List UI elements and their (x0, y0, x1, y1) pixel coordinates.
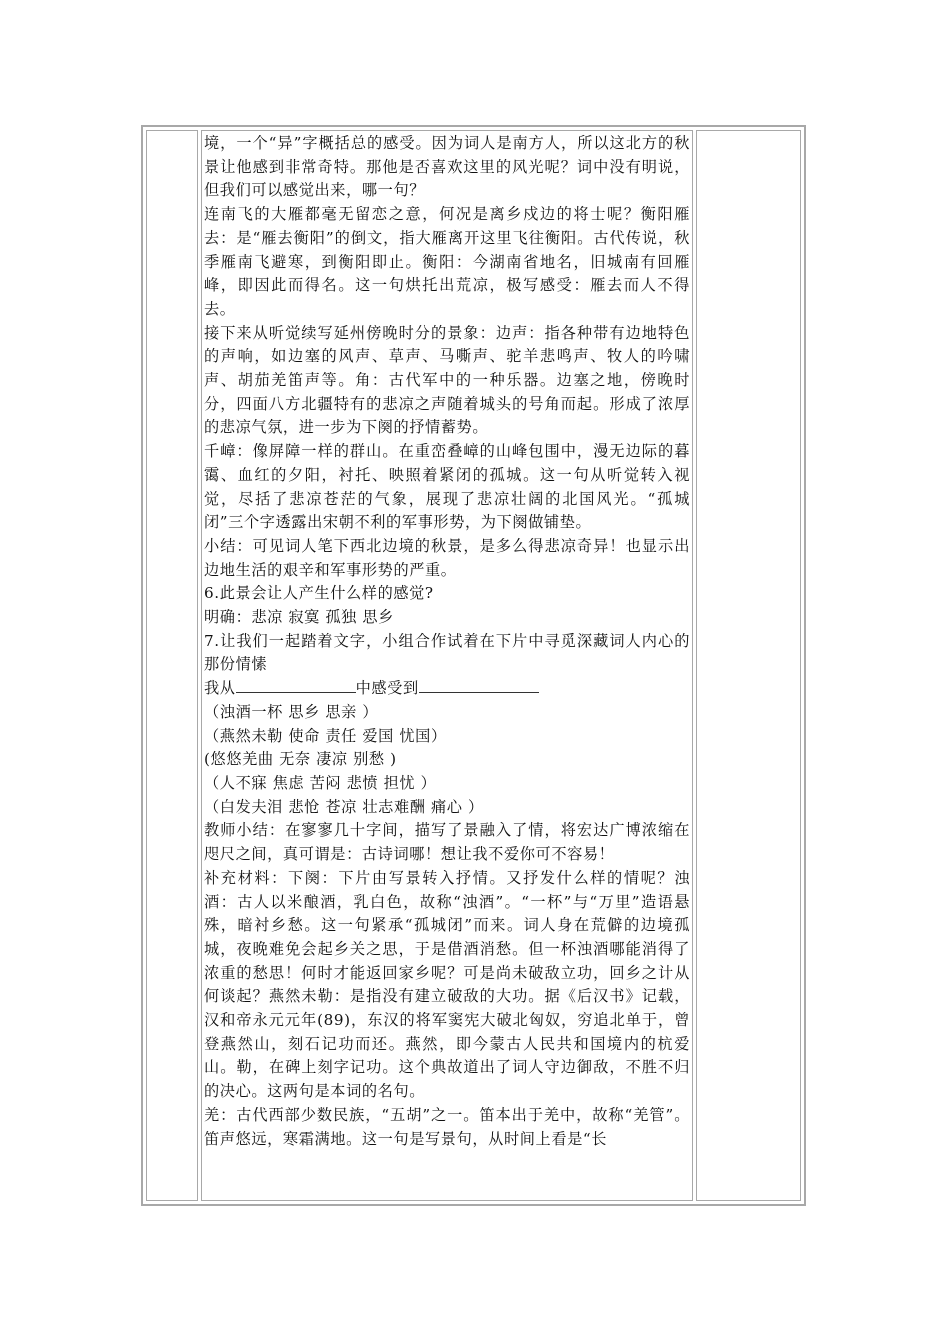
paragraph: 境，一个“异”字概括总的感受。因为词人是南方人，所以这北方的秋景让他感到非常奇特。那他是否喜欢这里的风光呢？词中没有明说，但我们可以感觉出来，哪一句？ (204, 134, 690, 200)
paragraph: 羌：古代西部少数民族，“五胡”之一。笛本出于羌中，故称“羌管”。笛声悠远，寒霜满地。这一句是写景句，从时间上看是“长 (204, 1105, 690, 1148)
right-cell (696, 130, 801, 1201)
fill-prefix: 我从 (204, 679, 236, 698)
fill-in-line (204, 677, 690, 701)
lesson-table (141, 125, 806, 1206)
answer-item: （浊酒一杯 思乡 思亲 ） (204, 702, 379, 721)
teacher-summary: 教师小结：在寥寥几十字间，描写了景融入了情，将宏达广博浓缩在咫尺之间，真可谓是：古诗词哪！想让我不爱你可不容易！ (204, 821, 690, 864)
paragraph: 小结：可见词人笔下西北边境的秋景，是多么得悲凉奇异！也显示出边地生活的艰辛和军事形势的严重。 (204, 536, 690, 579)
question-7: 7.让我们一起踏着文字，小组合作试着在下片中寻觅深藏词人内心的那份情愫 (204, 631, 690, 674)
fill-middle: 中感受到 (355, 679, 419, 698)
paragraph: 千嶂：像屏障一样的群山。在重峦叠嶂的山峰包围中，漫无边际的暮霭、血红的夕阳，衬托、映照着紧闭的孤城。这一句从听觉转入视觉，尽括了悲凉苍茫的气象，展现了悲凉壮阔的北国风光。“孤城闭”三个字透露出宋朝不利的军事形势，为下阕做铺垫。 (204, 442, 690, 532)
question-6: 6.此景会让人产生什么样的感觉? (204, 584, 434, 603)
answer-6: 明确：悲凉 寂寞 孤独 思乡 (204, 608, 394, 627)
answer-item: （燕然未勒 使命 责任 爱国 忧国） (204, 726, 447, 745)
left-cell (146, 130, 198, 1201)
paragraph: 接下来从听觉续写延州傍晚时分的景象：边声：指各种带有边地特色的声响，如边塞的风声、草声、马嘶声、驼羊悲鸣声、牧人的吟啸声、胡茄羌笛声等。角：古代军中的一种乐器。边塞之地，傍晚时分，四面八方北疆特有的悲凉之声随着城头的号角而起。形成了浓厚的悲凉气氛，进一步为下阕的抒情蓄势。 (204, 323, 690, 437)
answer-item: (悠悠羌曲 无奈 凄凉 别愁 ) (204, 750, 397, 769)
lesson-content (204, 132, 690, 1151)
blank-line (236, 678, 356, 693)
blank-line (419, 678, 539, 693)
answer-item: （人不寐 焦虑 苦闷 悲愤 担忧 ） (204, 773, 437, 792)
paragraph: 连南飞的大雁都毫无留恋之意，何况是离乡戍边的将士呢？衡阳雁去：是“雁去衡阳”的倒文，指大雁离开这里飞往衡阳。古代传说，秋季雁南飞避寒，到衡阳即止。衡阳：今湖南省地名，旧城南有回雁峰，即因此而得名。这一句烘托出荒凉，极写感受：雁去而人不得去。 (204, 205, 690, 318)
answer-item: （白发夫泪 悲怆 苍凉 壮志难酬 痛心 ） (204, 797, 484, 816)
supplementary-material: 补充材料：下阕：下片由写景转入抒情。又抒发什么样的情呢？浊酒：古人以米酿酒，乳白色，故称“浊酒”。“一杯”与“万里”造语悬殊，暗衬乡愁。这一句紧承“孤城闭”而来。词人身在荒僻的边境孤城，夜晚难免会起乡关之思，于是借酒消愁。但一杯浊酒哪能消得了浓重的愁思！何时才能返回家乡呢？可是尚未破敌立功，回乡之计从何谈起？燕然未勒：是指没有建立破敌的大功。据《后汉书》记载，汉和帝永元元年(89)，东汉的将军窦宪大破北匈奴，穷追北单于，曾登燕然山，刻石记功而还。燕然，即今蒙古人民共和国境内的杭爱山。勒，在碑上刻字记功。这个典故道出了词人守边御敌，不胜不归的决心。这两句是本词的名句。 (204, 868, 690, 1101)
